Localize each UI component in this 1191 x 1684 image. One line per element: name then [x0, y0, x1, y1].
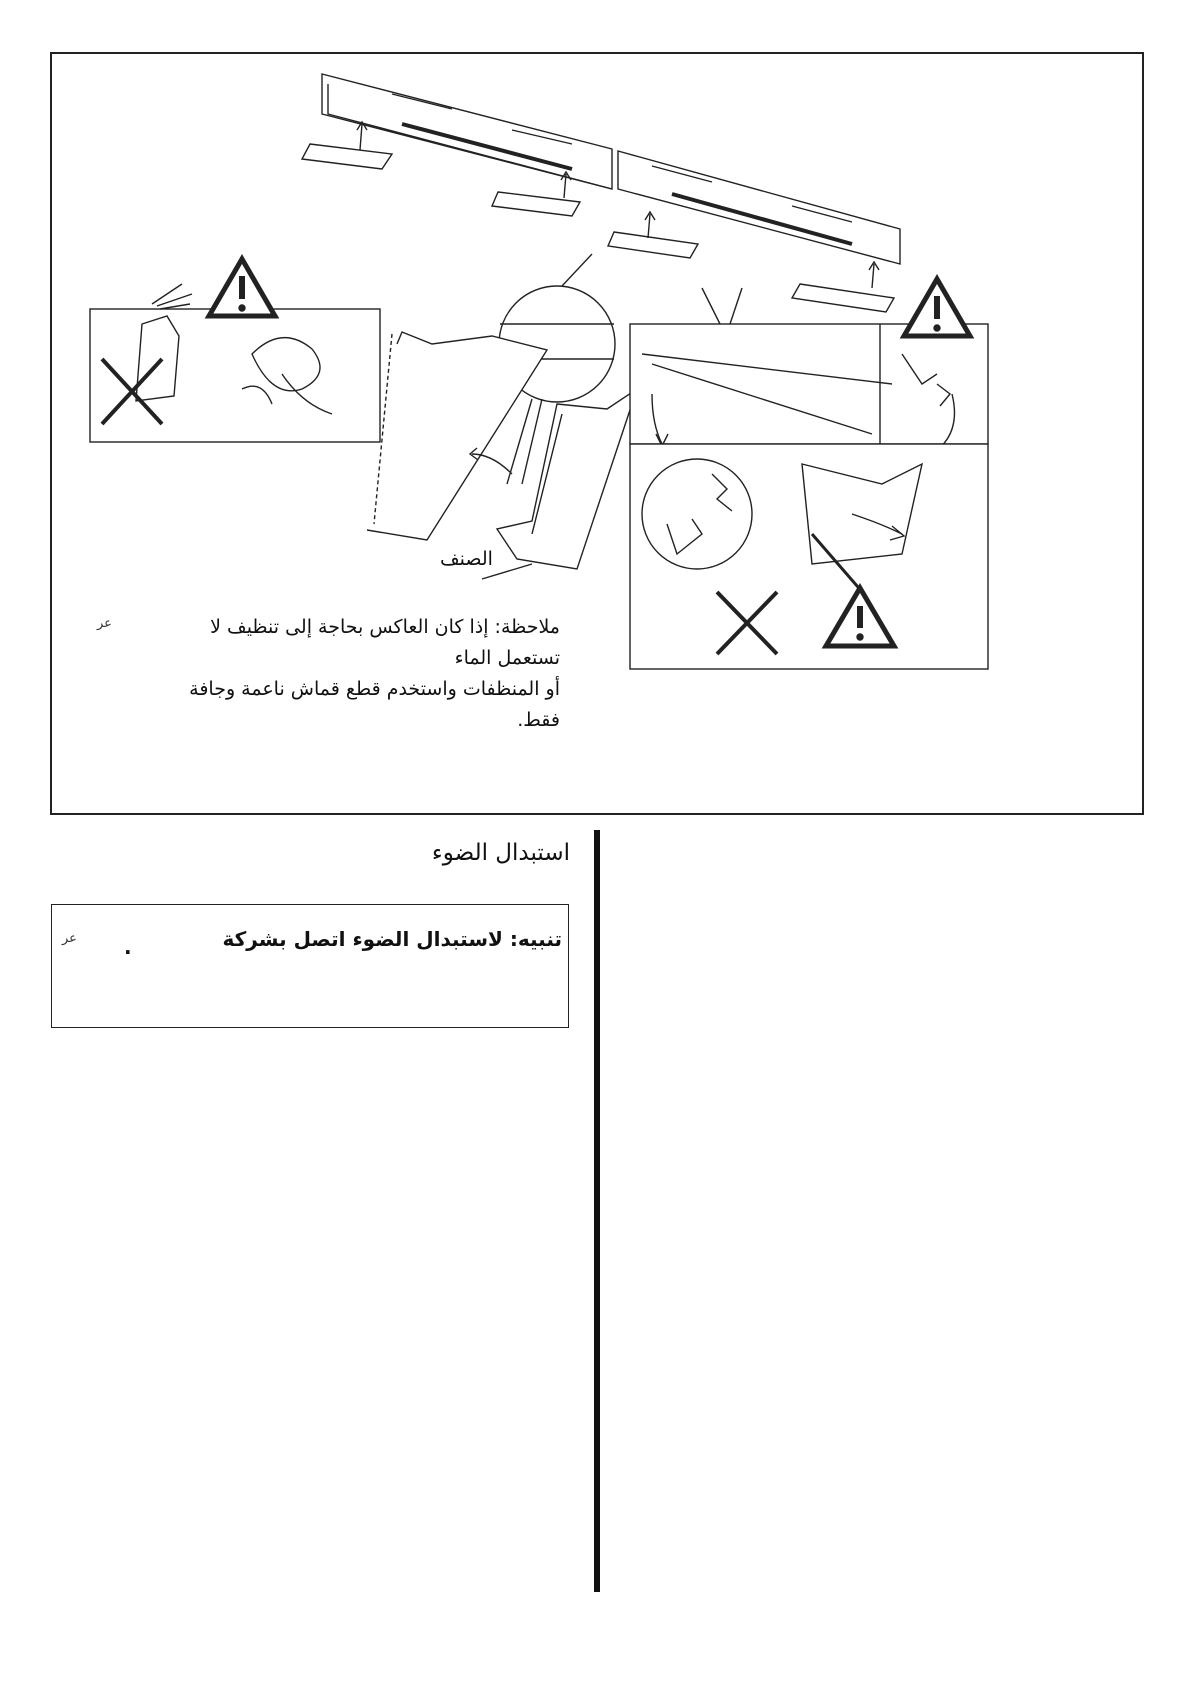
warning-icon-top-right: [904, 279, 970, 336]
cleaning-note: [160, 612, 560, 736]
warning-text: تنبيه: لاستبدال الضوء اتصل بشركة: [222, 927, 562, 951]
label-tray: الصنف: [440, 548, 493, 570]
warning-language-mark: عر: [62, 931, 77, 946]
note-language-mark: عر: [97, 616, 112, 631]
cleaning-note-line-1: ملاحظة: إذا كان العاكس بحاجة إلى تنظيف لا تستعمل الماء: [210, 616, 560, 669]
section-title: استبدال الضوء: [431, 840, 570, 866]
warning-dot: .: [124, 935, 132, 959]
filter-strip: [322, 74, 900, 264]
reflector-panel: [367, 332, 547, 540]
tray-part: [482, 389, 637, 579]
cleaning-note-line-2: أو المنظفات واستخدم قطع قماش ناعمة وجافة فقط.: [189, 678, 560, 731]
warning-box: [51, 904, 569, 1028]
screwdriver-warning-panel: [630, 444, 988, 669]
column-divider: [594, 830, 600, 1592]
warning-icon-left: [209, 259, 275, 316]
